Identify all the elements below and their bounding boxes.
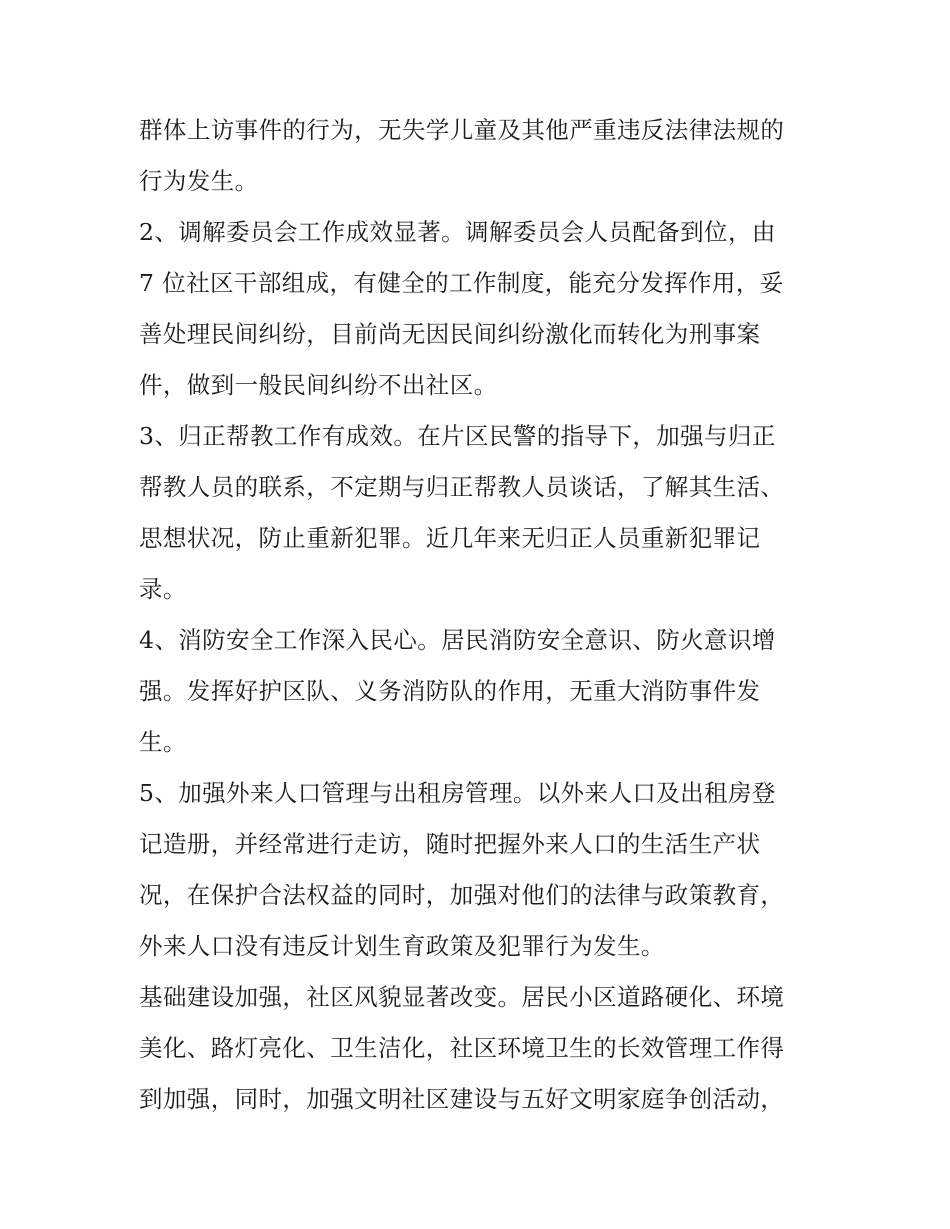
text-line: 4、消防安全工作深入民心。居民消防安全意识、防火意识增 <box>139 626 776 654</box>
document-body <box>139 105 819 1125</box>
text-line: 帮教人员的联系，不定期与归正帮教人员谈话，了解其生活、 <box>139 473 785 501</box>
text-line: 强。发挥好护区队、义务消防队的作用，无重大消防事件发 <box>139 677 761 705</box>
text-line: 5、加强外来人口管理与出租房管理。以外来人口及出租房登 <box>139 779 776 807</box>
text-line: 3、归正帮教工作有成效。在片区民警的指导下，加强与归正 <box>139 422 776 450</box>
text-line: 况，在保护合法权益的同时，加强对他们的法律与政策教育， <box>139 881 785 909</box>
text-line: 外来人口没有违反计划生育政策及犯罪行为发生。 <box>139 932 665 960</box>
text-line: 思想状况，防止重新犯罪。近几年来无归正人员重新犯罪记 <box>139 524 761 552</box>
text-line: 件，做到一般民间纠纷不出社区。 <box>139 371 498 399</box>
text-line: 群体上访事件的行为，无失学儿童及其他严重违反法律法规的 <box>139 116 785 144</box>
text-line: 基础建设加强，社区风貌显著改变。居民小区道路硬化、环境 <box>139 983 785 1011</box>
text-line: 记造册，并经常进行走访，随时把握外来人口的生活生产状 <box>139 830 761 858</box>
text-line: 美化、路灯亮化、卫生洁化，社区环境卫生的长效管理工作得 <box>139 1034 785 1062</box>
text-line: 2、调解委员会工作成效显著。调解委员会人员配备到位，由 <box>139 218 776 246</box>
text-line: 行为发生。 <box>139 167 259 195</box>
text-line: 善处理民间纠纷，目前尚无因民间纠纷激化而转化为刑事案 <box>139 320 761 348</box>
text-line: 录。 <box>139 575 187 603</box>
text-line: 生。 <box>139 728 187 756</box>
text-line: 7 位社区干部组成，有健全的工作制度，能充分发挥作用，妥 <box>139 269 784 297</box>
text-line: 到加强，同时，加强文明社区建设与五好文明家庭争创活动， <box>139 1085 785 1113</box>
